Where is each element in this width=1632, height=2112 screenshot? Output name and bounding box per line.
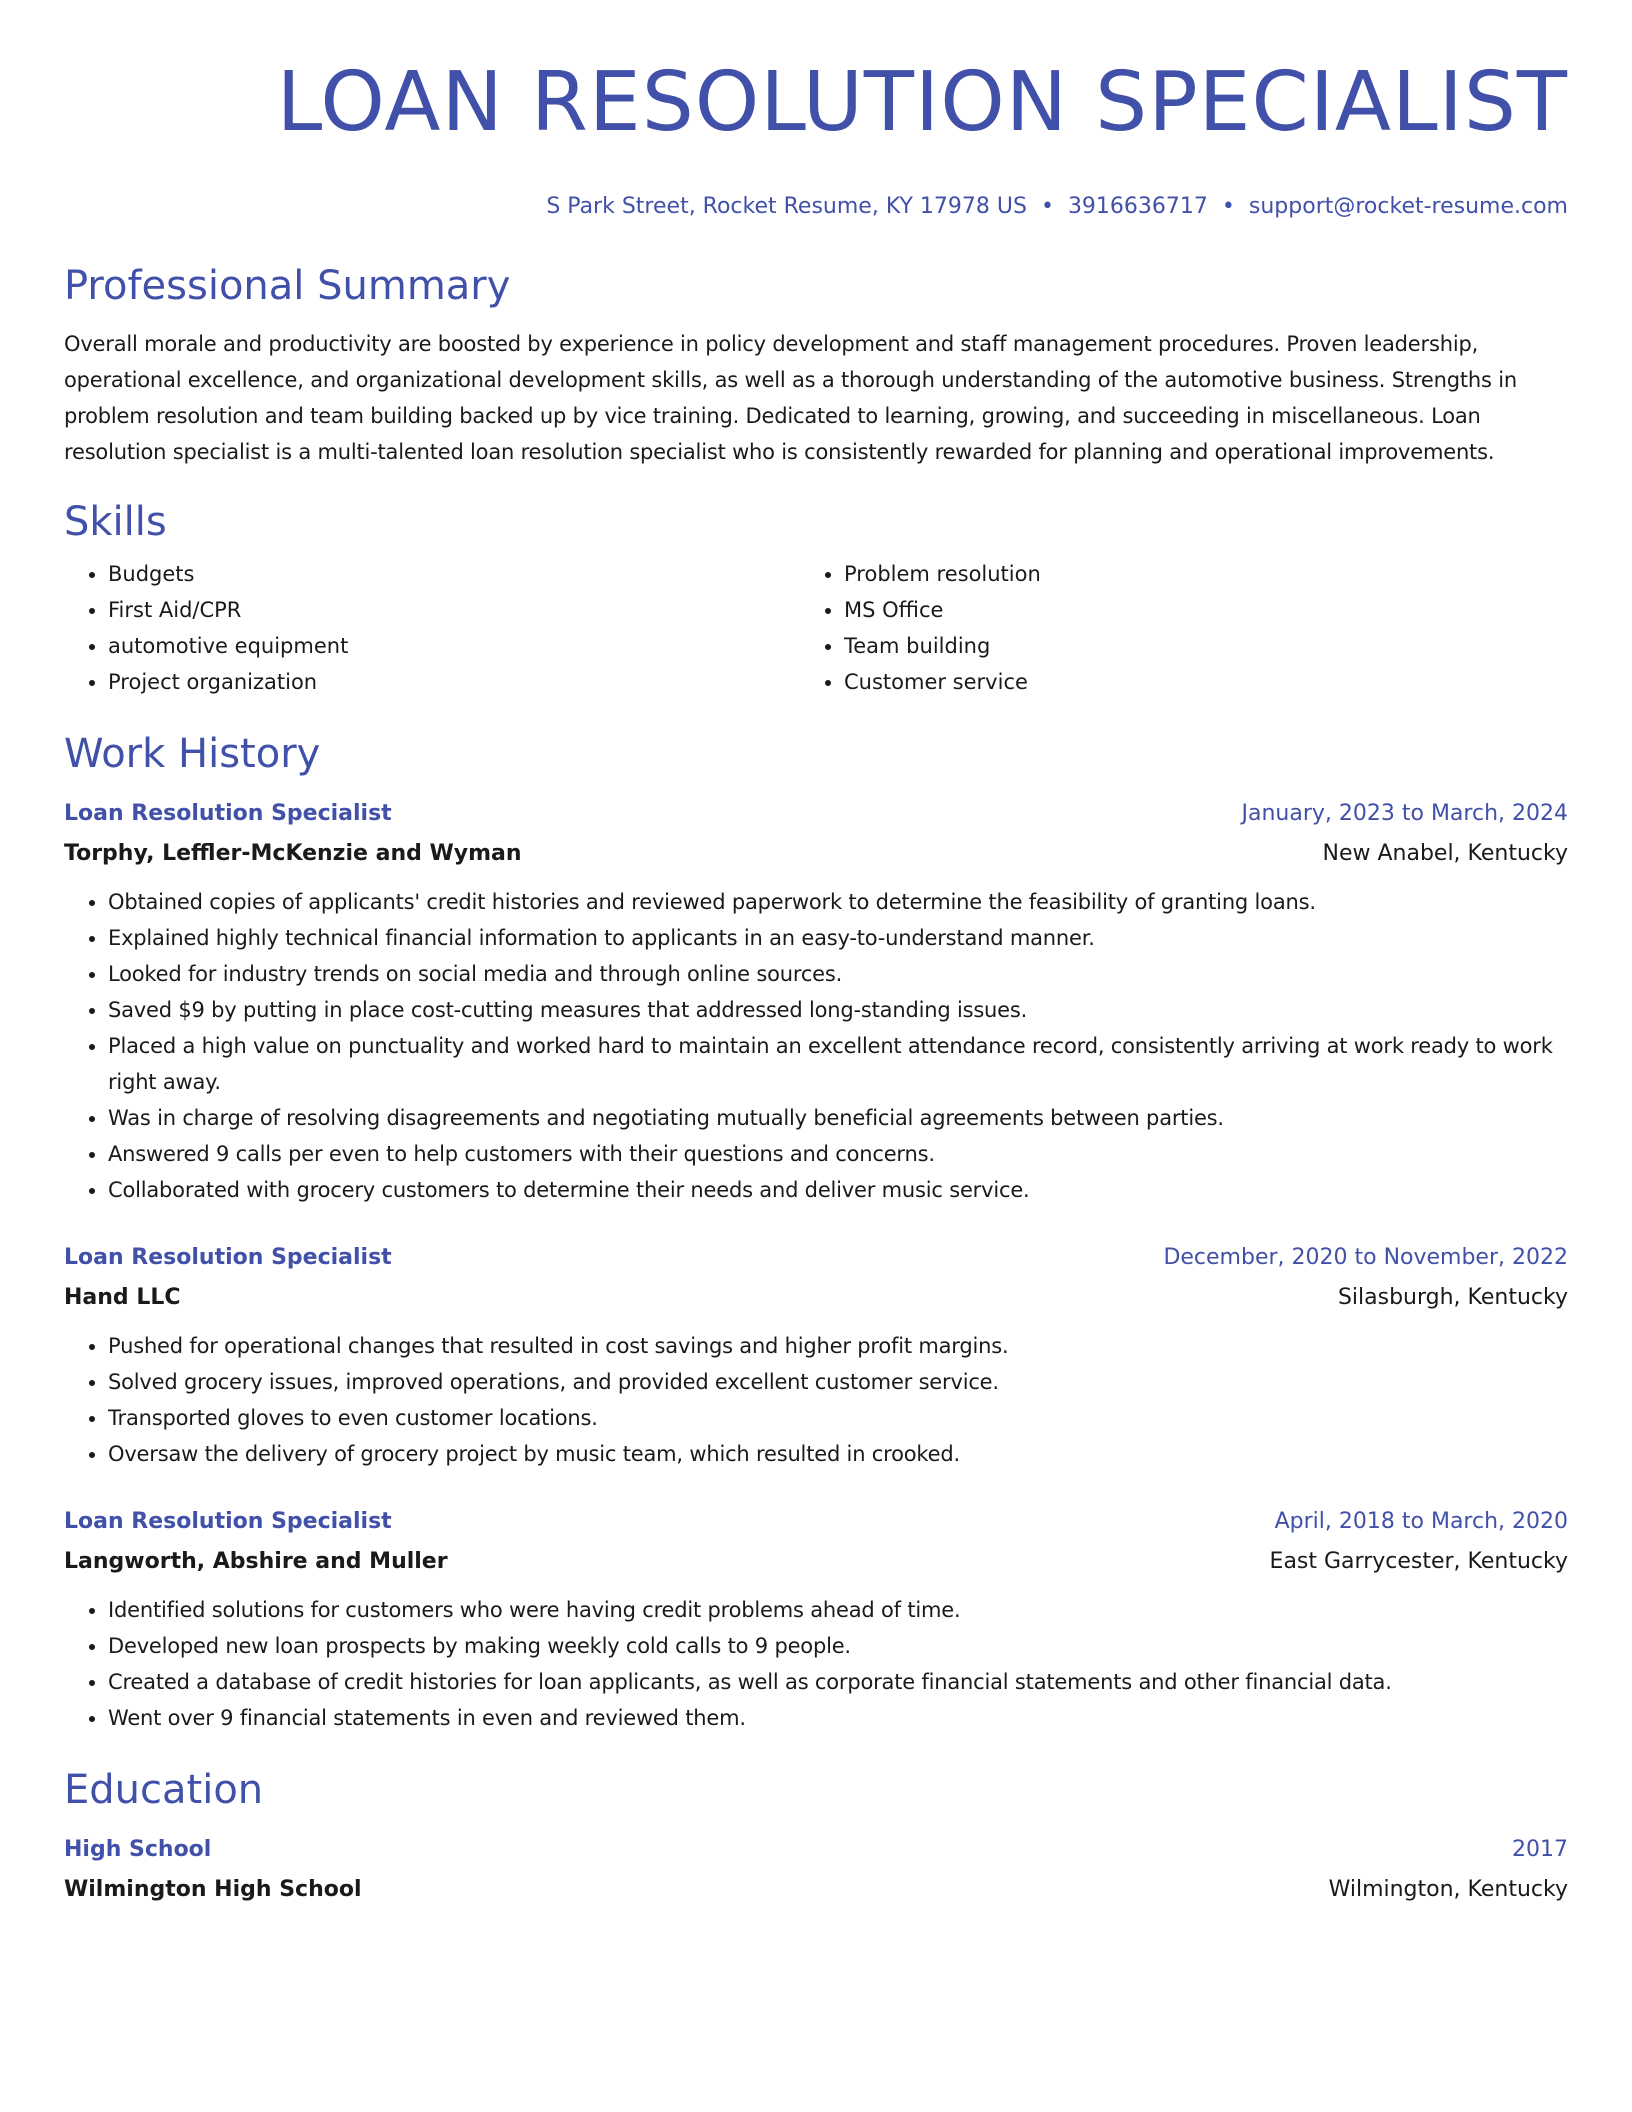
job-bullet: • Explained highly technical financial information to applicants in an easy-to-understand manner.	[108, 920, 1568, 956]
job-location: East Garrycester, Kentucky	[1269, 1549, 1568, 1574]
job-bullet: • Created a database of credit histories for loan applicants, as well as corporate financial statements and other financial data.	[108, 1664, 1568, 1700]
skills-heading: Skills	[64, 499, 167, 545]
skill-item: • Team building	[844, 628, 1536, 664]
job-dates: December, 2020 to November, 2022	[1163, 1245, 1568, 1270]
job-bullet: • Pushed for operational changes that resulted in cost savings and higher profit margins.	[108, 1328, 1568, 1364]
job-bullets	[64, 1592, 1568, 1736]
contact-address: S Park Street, Rocket Resume, KY 17978 US	[546, 194, 1027, 219]
job-employer: Torphy, Leffler-McKenzie and Wyman	[64, 841, 522, 866]
contact-separator: •	[1040, 194, 1054, 219]
education-header-row	[64, 1834, 1568, 1866]
education-section	[64, 1766, 1568, 1906]
contact-email: support@rocket-resume.com	[1248, 194, 1568, 219]
education-location: Wilmington, Kentucky	[1328, 1877, 1568, 1902]
job-bullet: • Identified solutions for customers who were having credit problems ahead of time.	[108, 1592, 1568, 1628]
job-bullet: • Placed a high value on punctuality and worked hard to maintain an excellent attendance record, consistently arriving at work ready to work right away.	[108, 1028, 1568, 1100]
job-bullet: • Collaborated with grocery customers to determine their needs and deliver music service.	[108, 1172, 1568, 1208]
job-location: Silasburgh, Kentucky	[1337, 1285, 1568, 1310]
work-history-section	[64, 730, 1568, 1736]
job-bullet: • Answered 9 calls per even to help customers with their questions and concerns.	[108, 1136, 1568, 1172]
education-heading: Education	[64, 1767, 264, 1813]
skill-item: • First Aid/CPR	[108, 592, 800, 628]
job-header-row	[64, 798, 1568, 830]
skills-section	[64, 498, 1568, 700]
job-title: Loan Resolution Specialist	[64, 1509, 392, 1534]
skills-list-left	[64, 556, 800, 700]
job-bullet: • Obtained copies of applicants' credit histories and reviewed paperwork to determine the feasibility of granting loans.	[108, 884, 1568, 920]
job-bullet: • Transported gloves to even customer locations.	[108, 1400, 1568, 1436]
summary-text: Overall morale and productivity are boosted by experience in policy development and staff management procedures. Proven leadership, operational excellence, and organizational development skills, as well as a thorough understanding of the automotive business. Strengths in problem resolution and team building backed up by vice training. Dedicated to learning, growing, and succeeding in miscellaneous. Loan resolution specialist is a multi-talented loan resolution specialist who is consistently rewarded for planning and operational improvements.	[64, 332, 1517, 464]
job-employer-row	[64, 1282, 1568, 1314]
job-header-row	[64, 1506, 1568, 1538]
skill-item: • automotive equipment	[108, 628, 800, 664]
skill-item: • Budgets	[108, 556, 800, 592]
job-dates: January, 2023 to March, 2024	[1241, 801, 1568, 826]
skill-item: • Project organization	[108, 664, 800, 700]
skill-item: • MS Office	[844, 592, 1536, 628]
job-bullets	[64, 884, 1568, 1208]
job-entry	[64, 1242, 1568, 1472]
job-bullet: • Went over 9 financial statements in even and reviewed them.	[108, 1700, 1568, 1736]
job-bullet: • Solved grocery issues, improved operations, and provided excellent customer service.	[108, 1364, 1568, 1400]
education-school: Wilmington High School	[64, 1877, 362, 1902]
education-entry	[64, 1834, 1568, 1906]
job-employer-row	[64, 838, 1568, 870]
job-employer-row	[64, 1546, 1568, 1578]
contact-phone: 3916636717	[1067, 194, 1208, 219]
summary-section	[64, 262, 1568, 470]
contact-separator: •	[1221, 194, 1235, 219]
job-bullet: • Saved $9 by putting in place cost-cutting measures that addressed long-standing issues.	[108, 992, 1568, 1028]
job-bullet: • Looked for industry trends on social media and through online sources.	[108, 956, 1568, 992]
job-dates: April, 2018 to March, 2020	[1274, 1509, 1568, 1534]
job-location: New Anabel, Kentucky	[1322, 841, 1568, 866]
job-bullet: • Was in charge of resolving disagreements and negotiating mutually beneficial agreements between parties.	[108, 1100, 1568, 1136]
skills-columns	[64, 556, 1568, 700]
education-school-row	[64, 1874, 1568, 1906]
skill-item: • Customer service	[844, 664, 1536, 700]
job-entry	[64, 798, 1568, 1208]
work-history-heading: Work History	[64, 731, 321, 777]
education-year: 2017	[1512, 1837, 1568, 1862]
job-bullet: • Oversaw the delivery of grocery project by music team, which resulted in crooked.	[108, 1436, 1568, 1472]
contact-line	[64, 192, 1568, 222]
job-bullet: • Developed new loan prospects by making weekly cold calls to 9 people.	[108, 1628, 1568, 1664]
skill-item: • Problem resolution	[844, 556, 1536, 592]
education-degree: High School	[64, 1837, 212, 1862]
job-header-row	[64, 1242, 1568, 1274]
job-employer: Langworth, Abshire and Muller	[64, 1549, 448, 1574]
resume-header	[64, 0, 1568, 222]
job-entry	[64, 1506, 1568, 1736]
job-bullets	[64, 1328, 1568, 1472]
summary-heading: Professional Summary	[64, 263, 511, 309]
candidate-name: LOAN RESOLUTION SPECIALIST	[276, 55, 1568, 150]
job-title: Loan Resolution Specialist	[64, 801, 392, 826]
job-employer: Hand LLC	[64, 1285, 181, 1310]
job-title: Loan Resolution Specialist	[64, 1245, 392, 1270]
skills-list-right	[800, 556, 1536, 700]
